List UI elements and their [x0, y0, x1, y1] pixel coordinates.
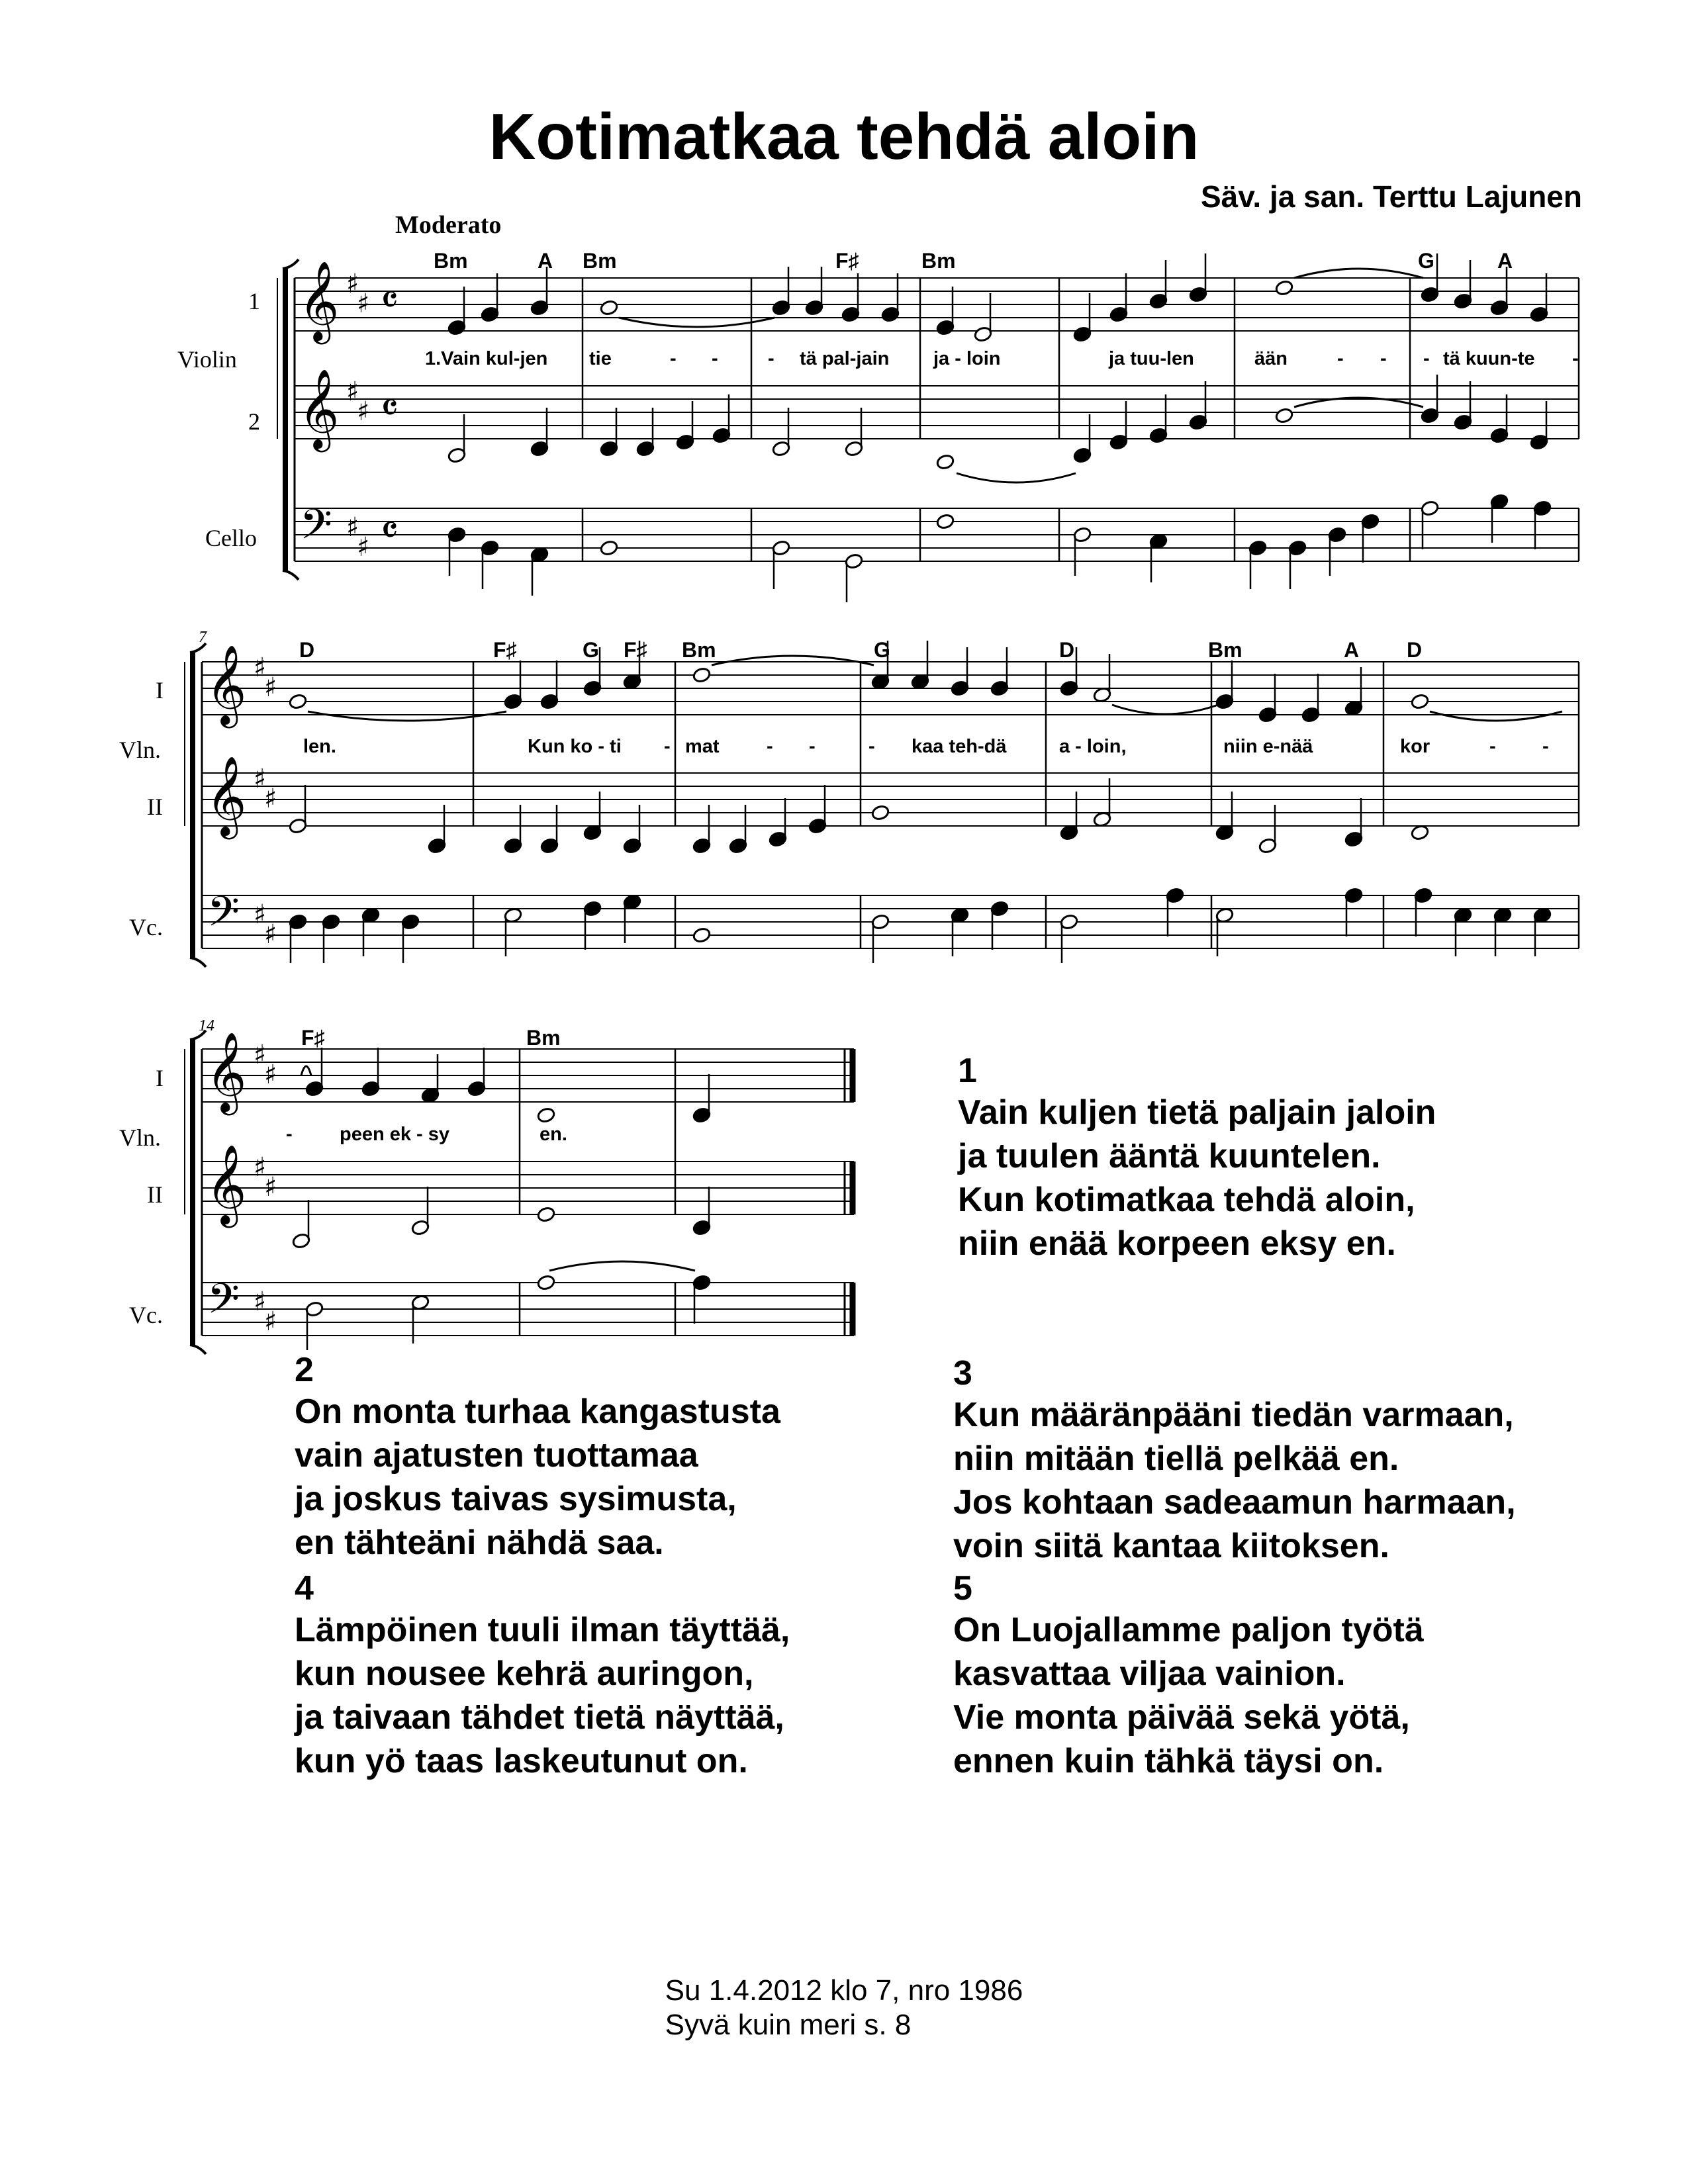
chord-symbol: Bm [921, 249, 956, 273]
treble-clef: 𝄞 [206, 1031, 247, 1112]
key-signature-sharp: ♯ [254, 1287, 267, 1317]
cello-label: Vc. [129, 1302, 163, 1328]
lyric-syllable: tä kuun-te [1443, 348, 1535, 369]
notehead [692, 927, 712, 943]
notehead [537, 1274, 556, 1291]
tie [957, 473, 1076, 482]
chord-symbol: F♯ [835, 249, 859, 273]
lyric-syllable: - [768, 348, 774, 369]
verse-line: On monta turhaa kangastusta [295, 1392, 780, 1431]
lyric-syllable: - [286, 1124, 293, 1145]
lyric-syllable: tä pal-jain [800, 348, 890, 369]
key-signature-sharp: ♯ [357, 532, 370, 563]
lyric-syllable: - [1572, 348, 1579, 369]
lyric-syllable: tie [589, 348, 612, 369]
verse-line: ja joskus taivas sysimusta, [295, 1480, 737, 1518]
verse-line: Lämpöinen tuuli ilman täyttää, [295, 1611, 790, 1649]
bass-clef: 𝄢 [207, 887, 240, 946]
verse-line: voin siitä kantaa kiitoksen. [953, 1527, 1389, 1565]
chord-symbol: D [299, 638, 315, 662]
key-signature-sharp: ♯ [357, 289, 370, 319]
lyric-syllable: - [1542, 736, 1549, 757]
key-signature-sharp: ♯ [254, 653, 267, 683]
page-title: Kotimatkaa tehdä aloin [489, 100, 1199, 173]
notehead [537, 1107, 556, 1123]
lyric-syllable: Kun ko - ti [528, 736, 622, 757]
footer-date: Su 1.4.2012 klo 7, nro 1986 [665, 1974, 1023, 2007]
measure-number: 7 [199, 629, 207, 646]
verse-line: kasvattaa viljaa vainion. [953, 1655, 1346, 1693]
chord-symbol: Bm [1208, 638, 1243, 662]
staff2-number: II [147, 1181, 163, 1208]
tie [301, 1066, 311, 1075]
lyric-syllable: - [809, 736, 816, 757]
notehead [600, 539, 619, 556]
notehead [692, 666, 712, 683]
bass-clef: 𝄢 [207, 1274, 240, 1333]
verse-line: ja taivaan tähdet tietä näyttää, [295, 1698, 784, 1737]
treble-clef: 𝄞 [299, 260, 340, 341]
key-signature-sharp: ♯ [254, 764, 267, 794]
notehead [289, 693, 308, 709]
chord-symbol: Bm [526, 1026, 561, 1050]
notehead [600, 299, 619, 316]
key-signature-sharp: ♯ [254, 899, 267, 930]
verse-line: kun nousee kehrä auringon, [295, 1655, 754, 1693]
cello-label: Vc. [129, 914, 163, 940]
verse-line: ja tuulen ääntä kuuntelen. [958, 1137, 1381, 1175]
staff1-number: 1 [248, 288, 260, 314]
lyric-syllable: kor [1400, 736, 1430, 757]
lyric-syllable: len. [303, 736, 336, 757]
treble-clef: 𝄞 [299, 368, 340, 449]
violin-label: Violin [177, 346, 237, 373]
key-signature-sharp: ♯ [264, 1060, 277, 1090]
lyric-syllable: - [1489, 736, 1496, 757]
notehead [871, 804, 890, 821]
notehead [537, 1206, 556, 1222]
verse-number: 4 [295, 1569, 314, 1608]
notehead [1275, 407, 1294, 424]
key-signature-sharp: ♯ [264, 1306, 277, 1337]
verse-line: On Luojallamme paljon työtä [953, 1611, 1424, 1649]
chord-symbol: F♯ [624, 638, 647, 662]
chord-symbol: F♯ [301, 1026, 325, 1050]
chord-symbol: D [1059, 638, 1075, 662]
key-signature-sharp: ♯ [346, 269, 359, 299]
lyric-syllable: mat [685, 736, 720, 757]
lyric-syllable: a - loin, [1059, 736, 1127, 757]
staff2-number: 2 [248, 408, 260, 435]
key-signature-sharp: ♯ [264, 672, 277, 703]
staff1-number: I [156, 1065, 164, 1091]
verse-line: Jos kohtaan sadeaamun harmaan, [953, 1483, 1516, 1522]
chord-symbol: D [1407, 638, 1423, 662]
chord-symbol: A [1344, 638, 1360, 662]
verse-line: en tähteäni nähdä saa. [295, 1524, 664, 1562]
time-signature: 𝄴 [381, 385, 399, 432]
tie [1430, 711, 1562, 721]
lyric-syllable: - [767, 736, 773, 757]
lyric-syllable: niin e-nää [1223, 736, 1313, 757]
verse-number: 5 [953, 1569, 972, 1608]
measure-number: 14 [199, 1017, 214, 1034]
lyric-syllable: ja tuu-len [1109, 348, 1194, 369]
footer-source: Syvä kuin meri s. 8 [665, 2009, 912, 2041]
verse-line: ennen kuin tähkä täysi on. [953, 1742, 1384, 1780]
system-bracket [190, 1345, 206, 1354]
verse-line: niin enää korpeen eksy en. [958, 1224, 1396, 1263]
key-signature-sharp: ♯ [346, 512, 359, 543]
verse-line: niin mitään tiellä pelkää en. [953, 1439, 1399, 1478]
system-bracket [190, 643, 206, 653]
tie [308, 711, 506, 721]
verse-line: kun yö taas laskeutunut on. [295, 1742, 748, 1780]
chord-symbol: G [1418, 249, 1434, 273]
key-signature-sharp: ♯ [264, 784, 277, 814]
treble-clef: 𝄞 [206, 755, 247, 836]
treble-clef: 𝄞 [206, 644, 247, 725]
time-signature: 𝄴 [381, 277, 399, 324]
lyric-syllable: ään [1254, 348, 1288, 369]
notehead [1275, 279, 1294, 296]
lyric-syllable: kaa teh-dä [912, 736, 1007, 757]
notehead [936, 453, 955, 470]
bass-clef: 𝄢 [300, 500, 332, 559]
chord-symbol: Bm [583, 249, 617, 273]
lyric-syllable: - [1423, 348, 1430, 369]
verse-line: Vain kuljen tietä paljain jaloin [958, 1093, 1436, 1132]
chord-symbol: A [1497, 249, 1513, 273]
chord-symbol: Bm [682, 638, 716, 662]
system-bracket [190, 958, 206, 967]
lyric-syllable: 1.Vain kul-jen [425, 348, 548, 369]
chord-symbol: G [583, 638, 599, 662]
verse-number: 2 [295, 1351, 314, 1389]
treble-clef: 𝄞 [206, 1144, 247, 1224]
lyric-syllable: - [664, 736, 671, 757]
key-signature-sharp: ♯ [264, 1172, 277, 1203]
key-signature-sharp: ♯ [254, 1152, 267, 1183]
lyric-syllable: - [868, 736, 875, 757]
lyric-syllable: - [1337, 348, 1344, 369]
tempo-marking: Moderato [395, 211, 502, 239]
verse-line: Kun määränpääni tiedän varmaan, [953, 1396, 1514, 1434]
verse-line: Vie monta päivää sekä yötä, [953, 1698, 1410, 1737]
notehead [1411, 693, 1430, 709]
violin-label: Vln. [119, 737, 161, 763]
chord-symbol: A [538, 249, 553, 273]
system-bracket [283, 259, 299, 269]
lyric-syllable: - [670, 348, 677, 369]
system-bracket [190, 1030, 206, 1040]
chord-symbol: G [874, 638, 890, 662]
tie [549, 1261, 695, 1271]
lyric-syllable: ja - loin [933, 348, 1001, 369]
chord-symbol: Bm [434, 249, 468, 273]
verse-number: 1 [958, 1052, 977, 1090]
lyric-syllable: peen ek - sy [340, 1124, 450, 1145]
tie [712, 656, 874, 665]
violin-label: Vln. [119, 1124, 161, 1151]
staff1-number: I [156, 677, 164, 704]
verse-line: vain ajatusten tuottamaa [295, 1436, 698, 1475]
chord-symbol: F♯ [493, 638, 517, 662]
lyric-syllable: en. [539, 1124, 567, 1145]
tie [1294, 269, 1423, 278]
tie [1112, 705, 1218, 714]
lyric-syllable: - [712, 348, 718, 369]
key-signature-sharp: ♯ [357, 396, 370, 427]
key-signature-sharp: ♯ [254, 1040, 267, 1070]
system-bracket [283, 570, 299, 580]
notehead [1411, 824, 1430, 841]
key-signature-sharp: ♯ [264, 919, 277, 950]
cello-label: Cello [205, 525, 257, 551]
notehead [936, 513, 955, 529]
key-signature-sharp: ♯ [346, 377, 359, 407]
verse-line: Kun kotimatkaa tehdä aloin, [958, 1181, 1415, 1219]
staff2-number: II [147, 794, 163, 820]
lyric-syllable: - [1380, 348, 1387, 369]
verse-number: 3 [953, 1354, 972, 1392]
composer-credit: Säv. ja san. Terttu Lajunen [1201, 179, 1582, 214]
time-signature: 𝄴 [381, 508, 399, 554]
